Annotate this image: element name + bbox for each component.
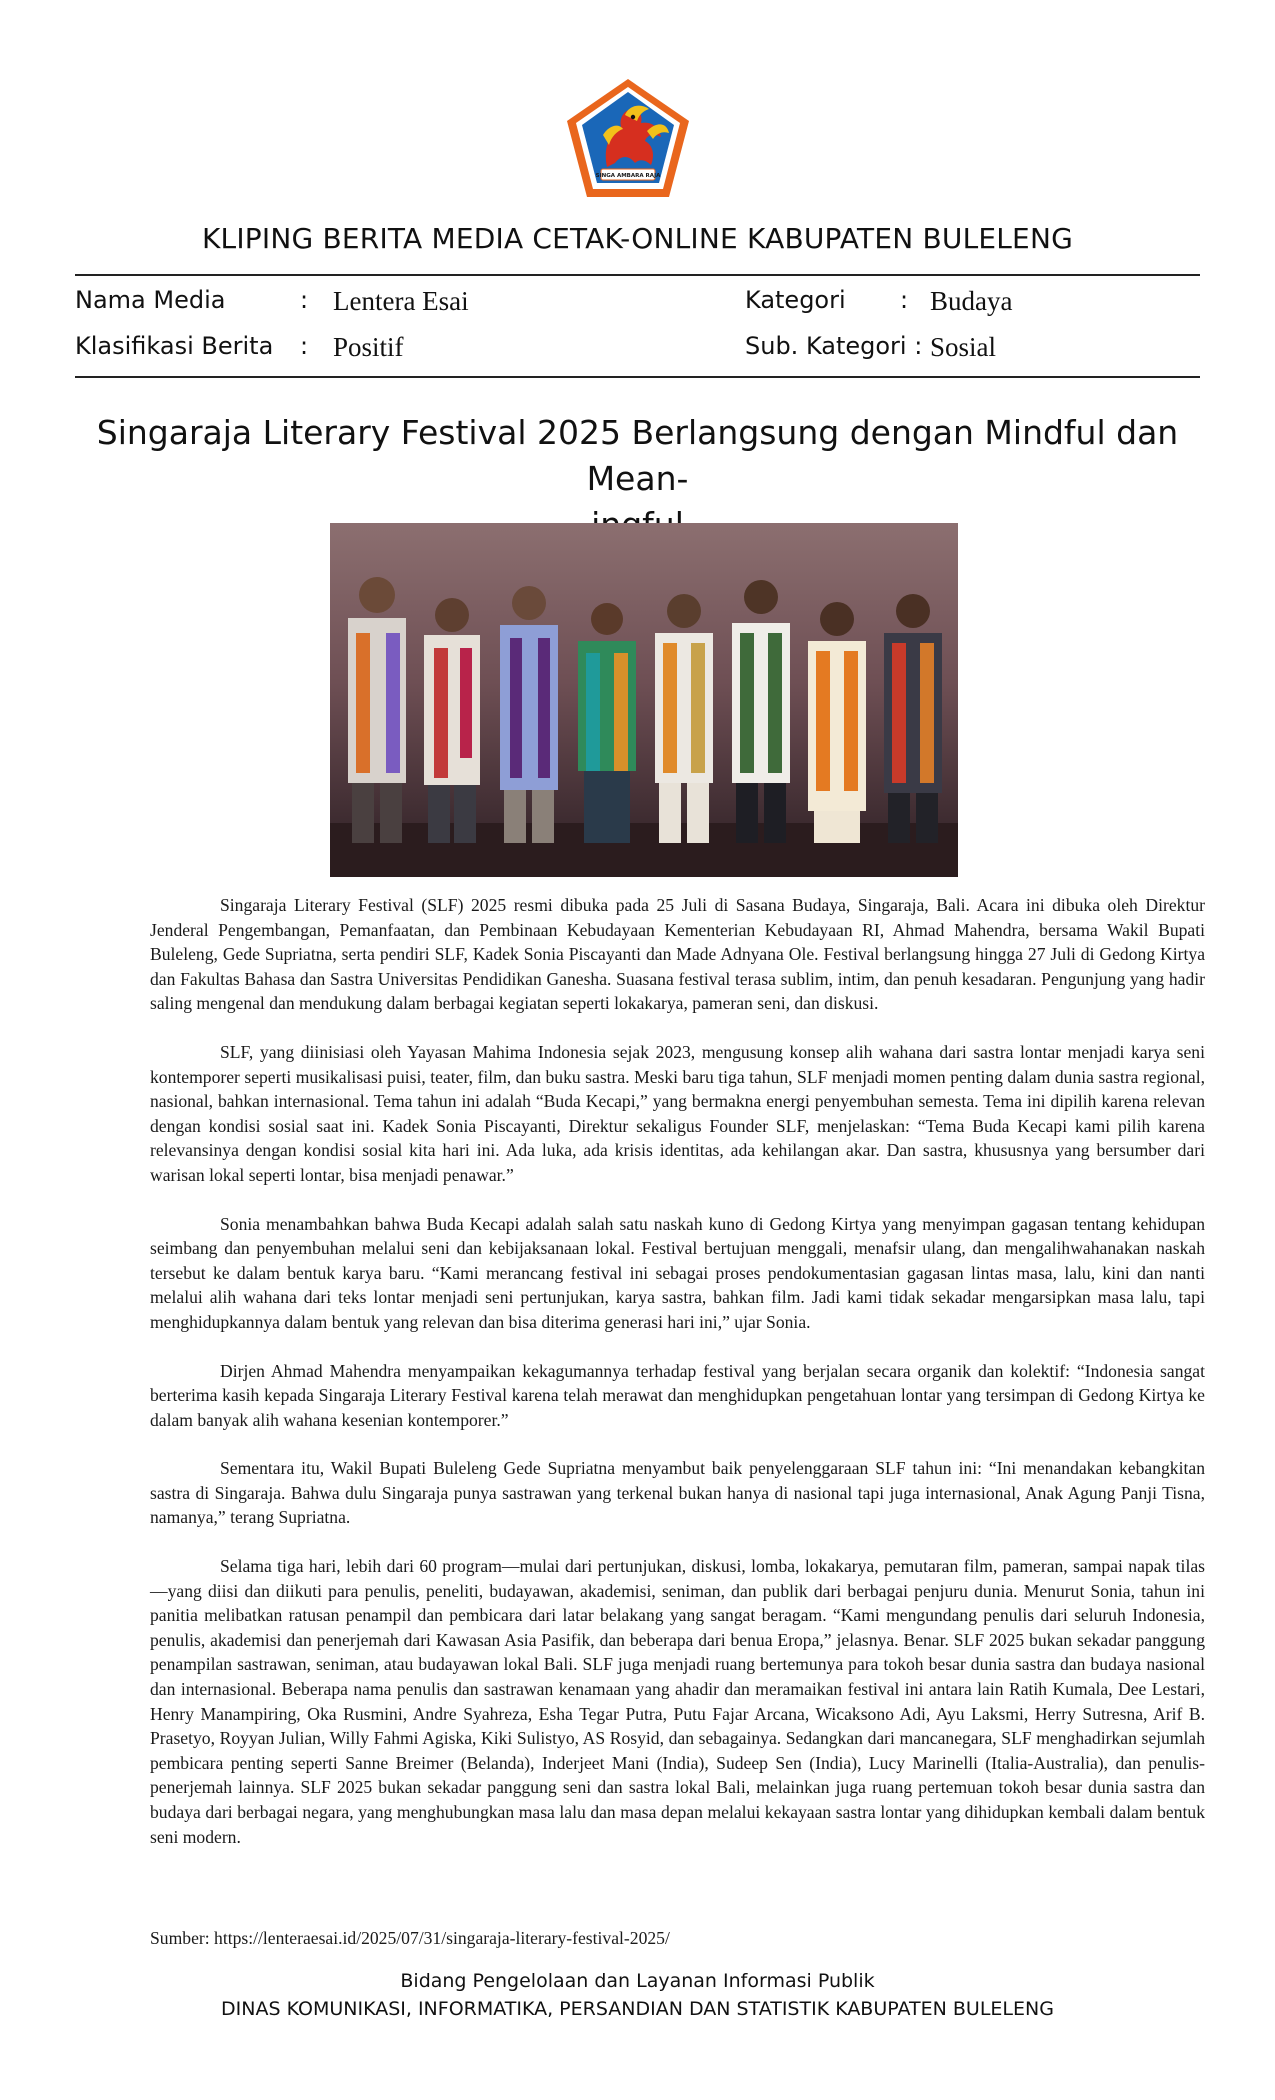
- kategori-value: Budaya: [930, 286, 1013, 316]
- footer-line-2: DINAS KOMUNIKASI, INFORMATIKA, PERSANDIAN DAN STATISTIK KABUPATEN BULELENG: [221, 1998, 1054, 2020]
- article-paragraph: Sonia menambahkan bahwa Buda Kecapi adalah salah satu naskah kuno di Gedong Kirtya yang menyimpan gagasan tentang kehidupan seimbang dan penyembuhan melalui seni dan kebijaksanaan lokal. Festival bertujuan menggali, menafsir ulang, dan mengalihwahanakan naskah tersebut ke dalam bentuk karya baru. “Kami merancang festival ini sebagai proses pendokumentasian gagasan lintas masa, lalu, kini dan nanti melalui alih wahana dari teks lontar menjadi seni pertunjukan, karya sastra, bahkan film. Jadi kami tidak sekadar mengarsipkan masa lalu, tapi menghidupkannya dalam bentuk yang relevan dan bisa diterima generasi hari ini,” ujar Sonia.: [150, 1213, 1205, 1332]
- article-paragraph: Singaraja Literary Festival (SLF) 2025 resmi dibuka pada 25 Juli di Sasana Budaya, Singaraja, Bali. Acara ini dibuka oleh Direktur Jenderal Pengembangan, Pemanfaatan, dan Pembinaan Kebudayaan Kementerian Kebudayaan RI, Ahmad Mahendra, bersama Wakil Bupati Buleleng, Gede Supriatna, serta pendiri SLF, Kadek Sonia Piscayanti dan Made Adnyana Ole. Festival berlangsung hingga 27 Juli di Gedong Kirtya dan Fakultas Bahasa dan Sastra Universitas Pendidikan Ganesha. Suasana festival terasa sublim, intim, dan penuh kesadaran. Pengunjung yang hadir saling mengenal dan mendukung dalam berbagai kegiatan seperti lokakarya, pameran seni, dan diskusi.: [150, 895, 1205, 1014]
- klasifikasi-value: Positif: [333, 332, 404, 362]
- subkategori-value: Sosial: [930, 332, 997, 362]
- kategori-label: Kategori: [745, 286, 846, 314]
- article-paragraph: Sementara itu, Wakil Bupati Buleleng Gede Supriatna menyambut baik penyelenggaraan SLF tahun ini: “Ini menandakan kebangkitan sastra di Singaraja. Bahwa dulu Singaraja punya sastrawan yang terkenal bukan hanya di nasional tapi juga internasional, Anak Agung Panji Tisna, namanya,” terang Supriatna.: [150, 1458, 1205, 1528]
- article-paragraph: Selama tiga hari, lebih dari 60 program—mulai dari pertunjukan, diskusi, lomba, lokakarya, pemutaran film, pameran, sampai napak tilas—yang diisi dan diikuti para penulis, peneliti, budayawan, akademisi, seniman, dan publik dari berbagai penjuru dunia. Menurut Sonia, tahun ini panitia melibatkan ratusan penampil dan pembicara dari latar belakang yang sangat beragam. “Kami mengundang penulis dari seluruh Indonesia, penulis, akademisi dan penerjemah dari Kawasan Asia Pasifik, dan beberapa dari benua Eropa,” jelasnya. Benar. SLF 2025 bukan sekadar panggung penampilan sastrawan, seniman, atau budayawan lokal Bali. SLF juga menjadi ruang bertemunya para tokoh besar dunia sastra dan budaya nasional dan internasional. Beberapa nama penulis dan sastrawan kenamaan yang ahadir dan meramaikan festival ini antara lain Ratih Kumala, Dee Lestari, Henry Manampiring, Oka Rusmini, Andre Syahreza, Esha Tegar Putra, Putu Fajar Arcana, Wicaksono Adi, Ayu Laksmi, Herry Sutresna, Arif B. Prasetyo, Royyan Julian, Willy Fahmi Agiska, Kiki Sulistyo, AS Rosyid, dan sebagainya. Sedangkan dari mancanegara, SLF menghadirkan sejumlah pembicara penting seperti Sanne Breimer (Belanda), Inderjeet Mani (India), Sudeep Sen (India), Lucy Marinelli (Italia-Australia), dan penulis-penerjemah lainnya. SLF 2025 bukan sekadar panggung seni dan sastra lokal Bali, melainkan juga ruang pertemuan tokoh besar dunia sastra dan budaya dari berbagai negara, yang menghubungkan masa lalu dan masa depan melalui kekayaan sastra lontar yang dihidupkan kembali dalam bentuk seni modern.: [150, 1556, 1205, 1847]
- logo-text: SINGA AMBARA RAJA: [595, 173, 661, 179]
- article-paragraph: Dirjen Ahmad Mahendra menyampaikan kekagumannya terhadap festival yang berjalan secara organik dan kolektif: “Indonesia sangat berterima kasih kepada Singaraja Literary Festival karena telah merawat dan menghidupkan pengetahuan lontar yang tersimpan di Gedong Kirtya ke dalam banyak alih wahana kesenian kontemporer.”: [150, 1360, 1205, 1430]
- footer-line-1: Bidang Pengelolaan dan Layanan Informasi Publik: [400, 1970, 875, 1992]
- nama-media-value: Lentera Esai: [333, 286, 469, 316]
- klasifikasi-colon: :: [300, 332, 309, 360]
- headline-line-1: Singaraja Literary Festival 2025 Berlangsung dengan Mindful dan Mean-: [96, 413, 1179, 498]
- bottom-rule: [75, 376, 1200, 378]
- kliping-title: KLIPING BERITA MEDIA CETAK-ONLINE KABUPATEN BULELENG: [201, 222, 1073, 255]
- article-body: [150, 893, 1205, 1873]
- klasifikasi-label: Klasifikasi Berita: [75, 332, 274, 360]
- article-paragraph: SLF, yang diinisiasi oleh Yayasan Mahima Indonesia sejak 2023, mengusung konsep alih wahana dari sastra lontar menjadi karya seni kontemporer seperti musikalisasi puisi, teater, film, dan buku sastra. Meski baru tiga tahun, SLF menjadi momen penting dalam dunia sastra regional, nasional, bahkan internasional. Tema tahun ini adalah “Buda Kecapi,” yang bermakna energi penyembuhan semesta. Tema ini dipilih karena relevan dengan kondisi sosial saat ini. Kadek Sonia Piscayanti, Direktur sekaligus Founder SLF, menjelaskan: “Tema Buda Kecapi kami pilih karena relevansinya dengan kondisi sosial kita hari ini. Ada luka, ada krisis identitas, ada kehilangan akar. Dan sastra, khususnya yang bersumber dari warisan lokal seperti lontar, bisa menjadi penawar.”: [150, 1041, 1205, 1185]
- top-rule: [75, 274, 1200, 276]
- nama-media-colon: :: [300, 286, 309, 314]
- kategori-colon: :: [900, 286, 909, 314]
- source-link[interactable]: Sumber: https://lenteraesai.id/2025/07/31/singaraja-literary-festival-2025/: [150, 1928, 670, 1948]
- singa-ambara-raja-emblem-icon: [563, 75, 693, 201]
- nama-media-label: Nama Media: [75, 286, 226, 314]
- festival-group-photo-icon: [330, 523, 958, 877]
- subkategori-label: Sub. Kategori :: [745, 332, 923, 360]
